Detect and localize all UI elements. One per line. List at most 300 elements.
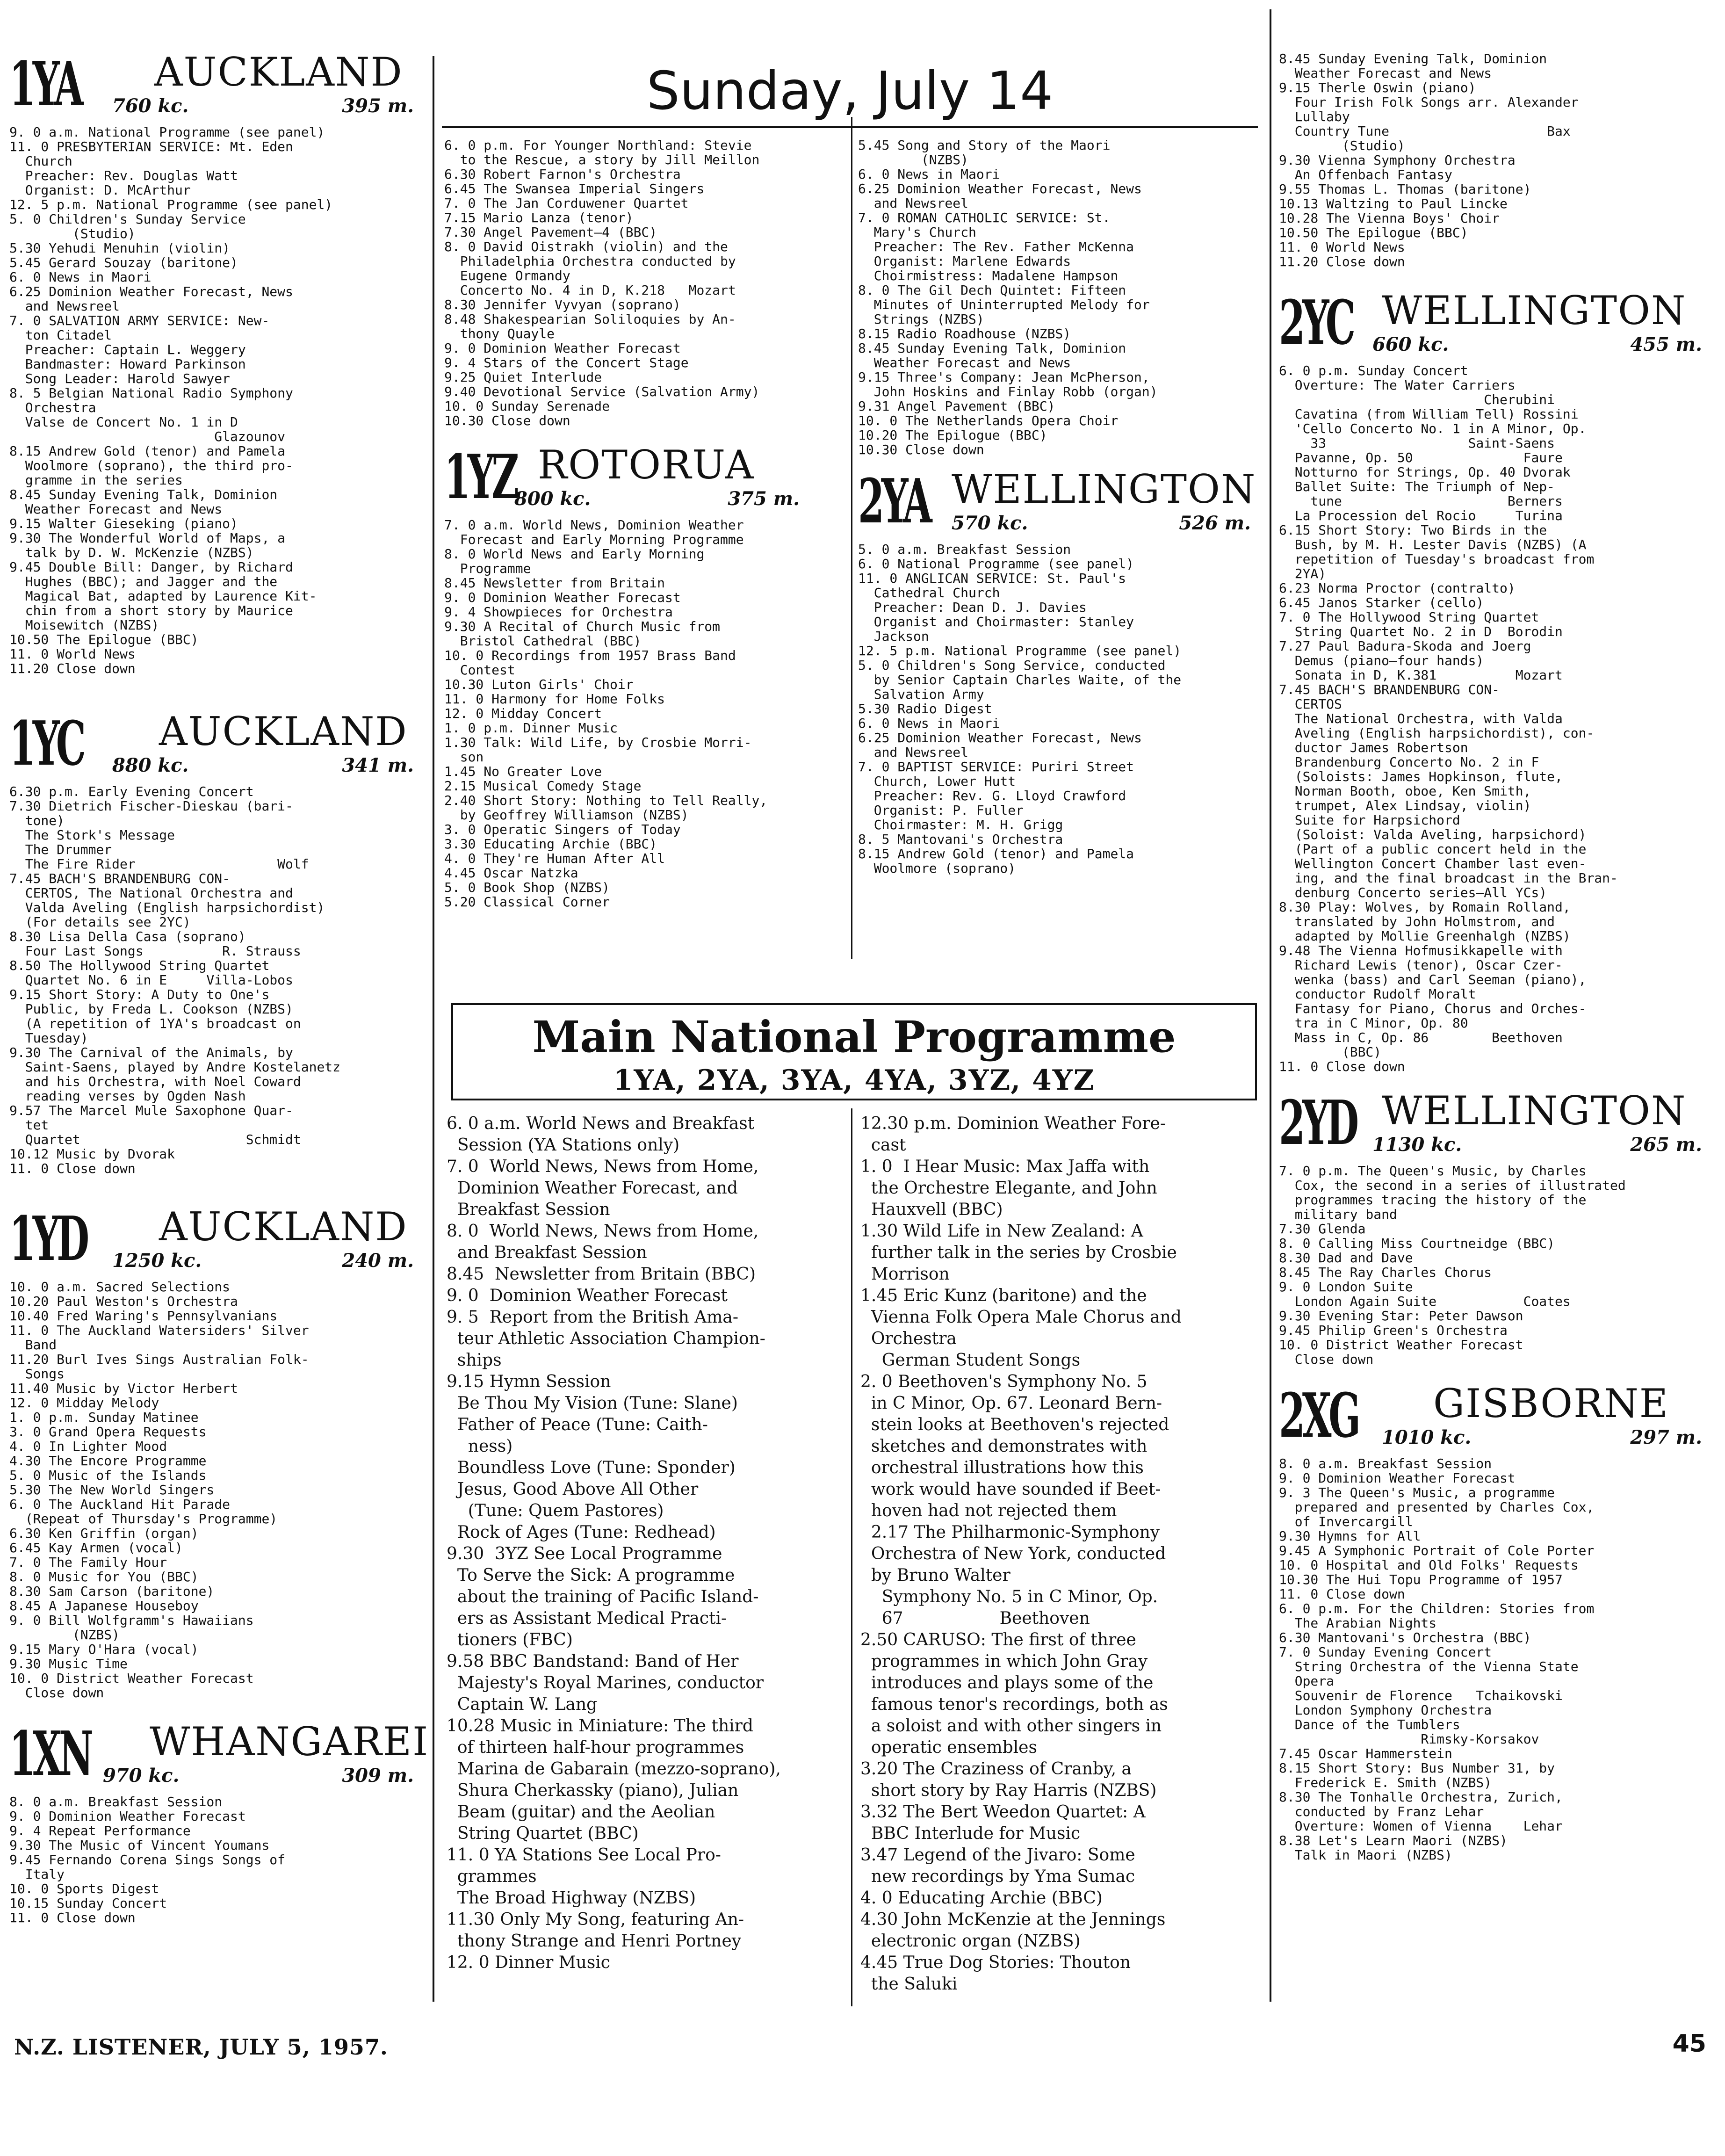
schedule-line: Valse de Concert No. 1 in D xyxy=(9,414,238,430)
station-wavelength: 240 m. xyxy=(342,1250,414,1272)
schedule-line: 10. 0 Sports Digest xyxy=(9,1881,159,1896)
schedule-line: electronic organ (NZBS) xyxy=(860,1932,1081,1951)
schedule-line: Rock of Ages (Tune: Redhead) xyxy=(447,1523,716,1542)
schedule-line: 7. 0 The Family Hour xyxy=(9,1555,167,1570)
schedule-line: Sonata in D, K.381 Mozart xyxy=(1279,667,1563,683)
schedule-line: 9. 4 Repeat Performance xyxy=(9,1823,191,1838)
schedule-line: 10. 0 The Netherlands Opera Choir xyxy=(858,413,1119,428)
schedule-line: the Orchestre Elegante, and John xyxy=(860,1179,1157,1198)
date-header xyxy=(442,56,1258,128)
schedule-line: 5. 0 Children's Sunday Service xyxy=(9,211,246,227)
schedule-line: 1. 0 p.m. Dinner Music xyxy=(444,720,618,736)
station-header-2yc xyxy=(1279,288,1716,358)
schedule-line: 3. 0 Operatic Singers of Today xyxy=(444,822,681,837)
schedule-line: 9. 0 Dominion Weather Forecast xyxy=(9,1809,246,1824)
schedule-line: (Tune: Quem Pastores) xyxy=(447,1501,664,1520)
station-header-2yd xyxy=(1279,1088,1716,1158)
schedule-line: The Stork's Message xyxy=(9,827,175,843)
schedule-line: Overture: Women of Vienna Lehar xyxy=(1279,1818,1563,1834)
schedule-line: Orchestra xyxy=(9,400,96,415)
schedule-line: 7.30 Dietrich Fischer-Dieskau (bari- xyxy=(9,798,293,814)
schedule-line: 6.30 Ken Griffin (organ) xyxy=(9,1526,199,1541)
schedule-line: 7. 0 The Jan Corduwener Quartet xyxy=(444,195,689,211)
schedule-line: 10. 0 Sunday Serenade xyxy=(444,398,610,414)
footer-credit: N.Z. LISTENER, JULY 5, 1957. xyxy=(14,2034,388,2060)
schedule-line: 8.45 Sunday Evening Talk, Dominion xyxy=(1279,51,1547,66)
schedule-line: 11. 0 ANGLICAN SERVICE: St. Paul's xyxy=(858,571,1126,586)
schedule-line: 2.50 CARUSO: The first of three xyxy=(860,1630,1136,1650)
schedule-line: 6. 0 p.m. For Younger Northland: Stevie xyxy=(444,137,752,153)
schedule-line: 8. 5 Belgian National Radio Symphony xyxy=(9,385,293,401)
schedule-line: (For details see 2YC) xyxy=(9,914,191,930)
schedule-line: ductor James Robertson xyxy=(1279,740,1468,755)
schedule-line: conducted by Franz Lehar xyxy=(1279,1804,1484,1819)
schedule-line: 1.30 Wild Life in New Zealand: A xyxy=(860,1222,1143,1241)
schedule-line: Jackson xyxy=(858,629,929,644)
schedule-line: 9. 0 Dominion Weather Forecast xyxy=(1279,1470,1516,1486)
schedule-line: 8. 5 Mantovani's Orchestra xyxy=(858,832,1063,847)
schedule-line: Hughes (BBC); and Jagger and the xyxy=(9,574,278,589)
schedule-line: ness) xyxy=(447,1437,513,1456)
schedule-line: Preacher: Rev. G. Lloyd Crawford xyxy=(858,788,1126,803)
schedule-1yz-continued xyxy=(858,138,1265,457)
schedule-line: 10.20 The Epilogue (BBC) xyxy=(858,427,1047,443)
schedule-line: 7.27 Paul Badura-Skoda and Joerg xyxy=(1279,638,1531,654)
schedule-line: Concerto No. 4 in D, K.218 Mozart xyxy=(444,282,736,298)
schedule-line: String Orchestra of the Vienna State xyxy=(1279,1659,1579,1674)
schedule-line: cast xyxy=(860,1136,906,1155)
schedule-line: 6. 0 News in Maori xyxy=(858,166,1000,182)
column-2 xyxy=(444,138,846,909)
schedule-line: 3.47 Legend of the Jivaro: Some xyxy=(860,1845,1135,1865)
schedule-line: La Procession del Rocio Turina xyxy=(1279,508,1563,523)
schedule-line: Suite for Harpsichord xyxy=(1279,812,1460,828)
schedule-line: and Newsreel xyxy=(858,745,969,760)
schedule-line: 8.45 Sunday Evening Talk, Dominion xyxy=(9,487,278,502)
schedule-line: reading verses by Ogden Nash xyxy=(9,1088,246,1104)
schedule-line: 9.15 Short Story: A Duty to One's xyxy=(9,987,270,1002)
schedule-line: stein looks at Beethoven's rejected xyxy=(860,1415,1169,1434)
schedule-line: 6.15 Short Story: Two Birds in the xyxy=(1279,522,1547,538)
schedule-line: 6.30 Robert Farnon's Orchestra xyxy=(444,166,681,182)
schedule-line: 9.30 Vienna Symphony Orchestra xyxy=(1279,152,1516,168)
schedule-line: Overture: The Water Carriers xyxy=(1279,377,1516,393)
schedule-line: 2YA) xyxy=(1279,566,1327,581)
station-call: 1XN xyxy=(9,1718,91,1789)
schedule-line: Quartet No. 6 in E Villa-Lobos xyxy=(9,972,293,988)
station-wavelength: 375 m. xyxy=(728,488,800,510)
schedule-1yc xyxy=(9,784,428,1176)
schedule-line: 11. 0 Close down xyxy=(9,1161,136,1176)
schedule-1xn xyxy=(9,1794,428,1925)
schedule-line: String Quartet (BBC) xyxy=(447,1824,639,1843)
schedule-line: tet xyxy=(9,1117,49,1133)
schedule-line: 8.38 Let's Learn Maori (NZBS) xyxy=(1279,1833,1508,1848)
schedule-line: CERTOS, The National Orchestra and xyxy=(9,885,293,901)
schedule-line: 7. 0 a.m. World News, Dominion Weather xyxy=(444,517,744,533)
schedule-line: translated by John Holmstrom, and xyxy=(1279,914,1555,929)
schedule-line: Minutes of Uninterrupted Melody for xyxy=(858,297,1150,312)
schedule-line: 9.30 Music Time xyxy=(9,1656,128,1671)
schedule-line: Majesty's Royal Marines, conductor xyxy=(447,1673,764,1693)
schedule-line: 5.30 Yehudi Menuhin (violin) xyxy=(9,240,231,256)
schedule-line: 9. 0 a.m. National Programme (see panel) xyxy=(9,124,325,140)
schedule-line: Symphony No. 5 in C Minor, Op. xyxy=(860,1587,1158,1606)
schedule-line: Richard Lewis (tenor), Oscar Czer- xyxy=(1279,957,1563,973)
station-header-1ya xyxy=(9,49,428,119)
station-name: WELLINGTON xyxy=(1382,1088,1687,1134)
schedule-line: 9.45 Philip Green's Orchestra xyxy=(1279,1323,1508,1338)
schedule-line: 5. 0 Book Shop (NZBS) xyxy=(444,880,610,895)
schedule-line: 1. 0 p.m. Sunday Matinee xyxy=(9,1410,199,1425)
schedule-line: Public, by Freda L. Cookson (NZBS) xyxy=(9,1001,293,1017)
schedule-line: An Offenbach Fantasy xyxy=(1279,167,1452,182)
schedule-line: 12. 0 Midday Concert xyxy=(444,706,602,721)
schedule-line: 5. 0 Music of the Islands xyxy=(9,1468,207,1483)
schedule-line: Vienna Folk Opera Male Chorus and xyxy=(860,1308,1182,1327)
schedule-line: Souvenir de Florence Tchaikovski xyxy=(1279,1688,1563,1703)
schedule-line: ships xyxy=(447,1351,502,1370)
schedule-line: 10.30 Close down xyxy=(444,413,570,428)
schedule-line: 9. 0 Dominion Weather Forecast xyxy=(444,590,681,605)
schedule-line: about the training of Pacific Island- xyxy=(447,1587,759,1606)
schedule-line: Tuesday) xyxy=(9,1030,88,1046)
schedule-line: German Student Songs xyxy=(860,1351,1081,1370)
schedule-line: 9.15 Therle Oswin (piano) xyxy=(1279,80,1476,95)
schedule-line: 7.15 Mario Lanza (tenor) xyxy=(444,210,634,225)
schedule-line: Programme xyxy=(444,561,531,576)
schedule-line: ers as Assistant Medical Practi- xyxy=(447,1609,727,1628)
schedule-line: To Serve the Sick: A programme xyxy=(447,1566,735,1585)
schedule-line: 3. 0 Grand Opera Requests xyxy=(9,1424,207,1440)
schedule-line: Magical Bat, adapted by Laurence Kit- xyxy=(9,588,317,604)
schedule-line: 11.20 Burl Ives Sings Australian Folk- xyxy=(9,1352,309,1367)
station-name: WELLINGTON xyxy=(1382,288,1687,333)
schedule-line: Eugene Ormandy xyxy=(444,268,570,283)
schedule-line: 10.13 Waltzing to Paul Lincke xyxy=(1279,196,1508,211)
schedule-line: 6.25 Dominion Weather Forecast, News xyxy=(858,181,1142,196)
schedule-line: Choirmaster: M. H. Grigg xyxy=(858,817,1063,832)
schedule-line: 8.45 Sunday Evening Talk, Dominion xyxy=(858,340,1126,356)
schedule-line: 9.30 Evening Star: Peter Dawson xyxy=(1279,1308,1523,1324)
schedule-line: Jesus, Good Above All Other xyxy=(447,1480,699,1499)
schedule-line: 9. 3 The Queen's Music, a programme xyxy=(1279,1485,1555,1500)
schedule-line: and his Orchestra, with Noel Coward xyxy=(9,1074,301,1089)
schedule-line: 11.20 Close down xyxy=(9,661,136,676)
schedule-line: London Symphony Orchestra xyxy=(1279,1702,1492,1718)
schedule-line: 10. 0 Hospital and Old Folks' Requests xyxy=(1279,1557,1579,1573)
schedule-1xn-continued xyxy=(444,138,846,428)
schedule-line: operatic ensembles xyxy=(860,1738,1037,1757)
schedule-line: Preacher: Rev. Douglas Watt xyxy=(9,168,238,183)
schedule-line: CERTOS xyxy=(1279,696,1342,712)
schedule-line: 8.48 Shakespearian Soliloquies by An- xyxy=(444,311,736,327)
schedule-line: short story by Ray Harris (NZBS) xyxy=(860,1781,1157,1800)
station-wavelength: 309 m. xyxy=(342,1765,414,1787)
schedule-line: 7.30 Angel Pavement—4 (BBC) xyxy=(444,224,657,240)
schedule-line: (A repetition of 1YA's broadcast on xyxy=(9,1016,301,1031)
station-frequency: 800 kc. xyxy=(514,488,591,510)
schedule-line: 10.15 Sunday Concert xyxy=(9,1896,167,1911)
schedule-line: 9. 4 Showpieces for Orchestra xyxy=(444,604,673,620)
station-frequency: 760 kc. xyxy=(112,95,189,117)
schedule-line: 8.45 The Ray Charles Chorus xyxy=(1279,1265,1492,1280)
schedule-line: thony Strange and Henri Portney xyxy=(447,1932,742,1951)
schedule-line: 4.30 John McKenzie at the Jennings xyxy=(860,1910,1166,1929)
column-1 xyxy=(9,49,428,1925)
station-frequency: 570 kc. xyxy=(952,512,1028,534)
schedule-line: 6. 0 a.m. World News and Breakfast xyxy=(447,1114,755,1133)
schedule-line: 8.45 A Japanese Houseboy xyxy=(9,1598,199,1613)
schedule-line: 12. 5 p.m. National Programme (see panel) xyxy=(9,197,333,212)
schedule-line: Fantasy for Piano, Chorus and Orches- xyxy=(1279,1001,1587,1016)
schedule-line: Cavatina (from William Tell) Rossini xyxy=(1279,406,1579,422)
schedule-line: prepared and presented by Charles Cox, xyxy=(1279,1499,1595,1515)
schedule-line: Country Tune Bax xyxy=(1279,123,1571,139)
schedule-line: The National Orchestra, with Valda xyxy=(1279,711,1563,726)
schedule-line: 3.20 The Craziness of Cranby, a xyxy=(860,1759,1132,1779)
schedule-line: and Newsreel xyxy=(858,195,969,211)
schedule-line: 8.15 Andrew Gold (tenor) and Pamela xyxy=(9,443,286,459)
schedule-line: the Saluki xyxy=(860,1975,958,1994)
schedule-line: Aveling (English harpsichordist), con- xyxy=(1279,725,1595,741)
main-programme-stations: 1YA, 2YA, 3YA, 4YA, 3YZ, 4YZ xyxy=(613,1064,1095,1097)
schedule-line: 10.30 Luton Girls' Choir xyxy=(444,677,634,692)
schedule-line: 1.45 Eric Kunz (baritone) and the xyxy=(860,1286,1147,1305)
schedule-line: 8.50 The Hollywood String Quartet xyxy=(9,958,270,973)
schedule-line: Breakfast Session xyxy=(447,1200,610,1219)
schedule-line: 9.25 Quiet Interlude xyxy=(444,369,602,385)
station-wavelength: 341 m. xyxy=(342,754,414,776)
schedule-line: chin from a short story by Maurice xyxy=(9,603,293,618)
schedule-line: 9.15 Three's Company: Jean McPherson, xyxy=(858,369,1150,385)
schedule-line: 8.30 Dad and Dave xyxy=(1279,1250,1413,1266)
schedule-line: (Studio) xyxy=(1279,138,1405,153)
schedule-line: 6. 0 p.m. For the Children: Stories from xyxy=(1279,1601,1595,1616)
schedule-line: 6. 0 News in Maori xyxy=(858,716,1000,731)
schedule-1ya xyxy=(9,125,428,676)
schedule-line: Church xyxy=(9,153,72,169)
schedule-line: The Broad Highway (NZBS) xyxy=(447,1888,696,1908)
schedule-line: and Breakfast Session xyxy=(447,1243,647,1262)
schedule-line: Mary's Church xyxy=(858,224,976,240)
schedule-line: 9.31 Angel Pavement (BBC) xyxy=(858,398,1055,414)
schedule-2ya xyxy=(858,542,1265,875)
schedule-line: 10.12 Music by Dvorak xyxy=(9,1146,175,1162)
schedule-line: Dominion Weather Forecast, and xyxy=(447,1179,738,1198)
schedule-line: 2.15 Musical Comedy Stage xyxy=(444,778,642,794)
schedule-line: 8.30 Play: Wolves, by Romain Rolland, xyxy=(1279,899,1571,915)
column-rule-3 xyxy=(1270,9,1271,2002)
schedule-1yz xyxy=(444,518,846,909)
schedule-line: 9.40 Devotional Service (Salvation Army) xyxy=(444,384,760,399)
schedule-line: Cox, the second in a series of illustrated xyxy=(1279,1178,1626,1193)
station-header-1yd xyxy=(9,1204,428,1274)
schedule-line: Preacher: The Rev. Father McKenna xyxy=(858,239,1134,254)
schedule-line: famous tenor's recordings, both as xyxy=(860,1695,1168,1714)
station-call: 2YD xyxy=(1279,1087,1356,1158)
column-3 xyxy=(858,138,1265,875)
schedule-line: 4.30 The Encore Programme xyxy=(9,1453,207,1469)
station-frequency: 970 kc. xyxy=(103,1765,180,1787)
schedule-line: Organist: P. Fuller xyxy=(858,803,1024,818)
schedule-line: Talk in Maori (NZBS) xyxy=(1279,1847,1452,1863)
schedule-line: 9.30 The Music of Vincent Youmans xyxy=(9,1838,270,1853)
schedule-line: 6. 0 News in Maori xyxy=(9,269,152,285)
schedule-line: 10.40 Fred Waring's Pennsylvanians xyxy=(9,1308,278,1324)
schedule-line: 11. 0 World News xyxy=(9,646,136,662)
schedule-line: tra in C Minor, Op. 80 xyxy=(1279,1015,1468,1031)
schedule-line: 7. 0 SALVATION ARMY SERVICE: New- xyxy=(9,313,270,328)
schedule-line: 9.15 Mary O'Hara (vocal) xyxy=(9,1642,199,1657)
schedule-line: 9.30 3YZ See Local Programme xyxy=(447,1544,722,1563)
schedule-line: tune Berners xyxy=(1279,493,1563,509)
schedule-line: 6. 0 National Programme (see panel) xyxy=(858,556,1134,572)
page-date: Sunday, July 14 xyxy=(646,61,1054,122)
station-call: 1YD xyxy=(9,1203,87,1274)
schedule-line: 10. 0 District Weather Forecast xyxy=(9,1671,254,1686)
schedule-line: Wellington Concert Chamber last even- xyxy=(1279,856,1587,871)
schedule-line: 4. 0 In Lighter Mood xyxy=(9,1439,167,1454)
schedule-line: 2. 0 Beethoven's Symphony No. 5 xyxy=(860,1372,1148,1391)
station-header-1yz xyxy=(444,442,846,512)
schedule-line: Bristol Cathedral (BBC) xyxy=(444,633,642,649)
schedule-line: 8. 0 Music for You (BBC) xyxy=(9,1569,199,1584)
schedule-line: 6. 0 The Auckland Hit Parade xyxy=(9,1497,231,1512)
station-call: 2XG xyxy=(1279,1380,1358,1451)
schedule-line: 10. 0 District Weather Forecast xyxy=(1279,1337,1523,1353)
schedule-line: Rimsky-Korsakov xyxy=(1279,1731,1539,1747)
station-frequency: 1250 kc. xyxy=(112,1250,202,1272)
schedule-line: gramme in the series xyxy=(9,472,183,488)
schedule-line: 11. 0 Close down xyxy=(1279,1059,1405,1074)
schedule-line: Frederick E. Smith (NZBS) xyxy=(1279,1775,1492,1790)
schedule-line: 10.20 Paul Weston's Orchestra xyxy=(9,1294,238,1309)
station-name: AUCKLAND xyxy=(159,709,408,754)
schedule-line: 7.45 Oscar Hammerstein xyxy=(1279,1746,1452,1761)
schedule-line: ton Citadel xyxy=(9,327,112,343)
schedule-line: by Bruno Walter xyxy=(860,1566,1010,1585)
schedule-line: 11. 0 Close down xyxy=(9,1910,136,1925)
schedule-2ya-continued xyxy=(1279,51,1716,269)
schedule-line: Orchestra of New York, conducted xyxy=(860,1544,1166,1563)
main-column-rule xyxy=(851,1108,852,2006)
schedule-line: String Quartet No. 2 in D Borodin xyxy=(1279,624,1563,639)
schedule-line: 8.45 Newsletter from Britain xyxy=(444,575,665,591)
page-number: 45 xyxy=(1672,2030,1706,2058)
schedule-line: 6.45 Kay Armen (vocal) xyxy=(9,1540,183,1556)
schedule-line: Organist and Choirmaster: Stanley xyxy=(858,614,1134,629)
station-header-1yc xyxy=(9,709,428,779)
schedule-line: Cathedral Church xyxy=(858,585,1000,600)
column-4 xyxy=(1279,51,1716,1862)
schedule-line: 4. 0 They're Human After All xyxy=(444,851,665,866)
schedule-line: 10.30 The Hui Topu Programme of 1957 xyxy=(1279,1572,1563,1587)
schedule-line: Weather Forecast and News xyxy=(858,355,1071,370)
schedule-line: (Studio) xyxy=(9,226,136,241)
schedule-line: 11. 0 PRESBYTERIAN SERVICE: Mt. Eden xyxy=(9,139,293,154)
schedule-line: The Fire Rider Wolf xyxy=(9,856,309,872)
schedule-line: 7.45 BACH'S BRANDENBURG CON- xyxy=(1279,682,1500,697)
schedule-line: in C Minor, Op. 67. Leonard Bern- xyxy=(860,1394,1162,1413)
schedule-line: 12. 0 Dinner Music xyxy=(447,1953,610,1972)
schedule-line: 8.30 Lisa Della Casa (soprano) xyxy=(9,929,246,944)
schedule-line: BBC Interlude for Music xyxy=(860,1824,1081,1843)
schedule-line: Woolmore (soprano) xyxy=(858,861,1016,876)
schedule-line: Forecast and Early Morning Programme xyxy=(444,532,744,547)
schedule-line: 5.45 Song and Story of the Maori xyxy=(858,137,1111,153)
schedule-line: Close down xyxy=(1279,1352,1374,1367)
schedule-line: 2.17 The Philharmonic-Symphony xyxy=(860,1523,1160,1542)
schedule-line: Philadelphia Orchestra conducted by xyxy=(444,253,736,269)
station-call: 1YC xyxy=(9,708,83,779)
schedule-line: Dance of the Tumblers xyxy=(1279,1717,1460,1732)
schedule-line: Organist: D. McArthur xyxy=(9,182,191,198)
station-frequency: 880 kc. xyxy=(112,754,189,776)
schedule-line: (NZBS) xyxy=(858,152,969,167)
schedule-line: Lullaby xyxy=(1279,109,1350,124)
schedule-line: Church, Lower Hutt xyxy=(858,774,1016,789)
schedule-line: 'Cello Concerto No. 1 in A Minor, Op. xyxy=(1279,421,1587,436)
schedule-line: 5. 0 Children's Song Service, conducted xyxy=(858,658,1166,673)
schedule-line: (Repeat of Thursday's Programme) xyxy=(9,1511,278,1527)
schedule-line: Hauxvell (BBC) xyxy=(860,1200,1003,1219)
schedule-line: 7. 0 Sunday Evening Concert xyxy=(1279,1644,1492,1660)
schedule-line: 9. 0 Bill Wolfgramm's Hawaiians xyxy=(9,1613,254,1628)
schedule-line: 9.45 Fernando Corena Sings Songs of xyxy=(9,1852,286,1867)
schedule-line: programmes in which John Gray xyxy=(860,1652,1148,1671)
schedule-line: hoven had not rejected them xyxy=(860,1501,1117,1520)
schedule-line: 5.45 Gerard Souzay (baritone) xyxy=(9,255,238,270)
schedule-line: 6.25 Dominion Weather Forecast, News xyxy=(858,730,1142,745)
schedule-line: 11.40 Music by Victor Herbert xyxy=(9,1381,238,1396)
schedule-line: 5.30 Radio Digest xyxy=(858,701,992,716)
schedule-line: Pavanne, Op. 50 Faure xyxy=(1279,450,1563,465)
schedule-line: 10.30 Close down xyxy=(858,442,984,457)
schedule-line: 6.30 p.m. Early Evening Concert xyxy=(9,784,254,799)
schedule-line: 8. 0 The Gil Dech Quintet: Fifteen xyxy=(858,282,1126,298)
schedule-line: work would have sounded if Beet- xyxy=(860,1480,1161,1499)
schedule-line: 8. 0 a.m. Breakfast Session xyxy=(9,1794,223,1809)
station-call: 2YC xyxy=(1279,287,1353,358)
schedule-line: 3.32 The Bert Weedon Quartet: A xyxy=(860,1802,1146,1822)
schedule-line: Notturno for Strings, Op. 40 Dvorak xyxy=(1279,464,1571,480)
schedule-line: 7.45 BACH'S BRANDENBURG CON- xyxy=(9,871,231,886)
schedule-line: Morrison xyxy=(860,1265,950,1284)
schedule-line: Bush, by M. H. Lester Davis (NZBS) (A xyxy=(1279,537,1587,552)
station-name: GISBORNE xyxy=(1433,1381,1669,1426)
schedule-line: denburg Concerto series—All YCs) xyxy=(1279,885,1547,900)
schedule-line: (Soloists: James Hopkinson, flute, xyxy=(1279,769,1563,784)
station-call: 1YA xyxy=(9,48,81,120)
schedule-line: Captain W. Lang xyxy=(447,1695,598,1714)
station-wavelength: 455 m. xyxy=(1630,333,1702,355)
schedule-line: 8.30 Jennifer Vyvyan (soprano) xyxy=(444,297,681,312)
schedule-line: introduces and plays some of the xyxy=(860,1673,1154,1693)
schedule-line: 9. 0 Dominion Weather Forecast xyxy=(444,340,681,356)
schedule-line: Woolmore (soprano), the third pro- xyxy=(9,458,293,473)
schedule-line: 6.45 Janos Starker (cello) xyxy=(1279,595,1484,610)
schedule-line: new recordings by Yma Sumac xyxy=(860,1867,1135,1886)
schedule-line: 9. 5 Report from the British Ama- xyxy=(447,1308,739,1327)
schedule-line: Shura Cherkassky (piano), Julian xyxy=(447,1781,739,1800)
schedule-line: by Geoffrey Williamson (NZBS) xyxy=(444,807,689,823)
schedule-line: and Newsreel xyxy=(9,298,120,314)
schedule-line: Salvation Army xyxy=(858,687,984,702)
schedule-line: 11.20 Close down xyxy=(1279,254,1405,269)
schedule-line: further talk in the series by Crosbie xyxy=(860,1243,1177,1262)
schedule-line: to the Rescue, a story by Jill Meillon xyxy=(444,152,760,167)
